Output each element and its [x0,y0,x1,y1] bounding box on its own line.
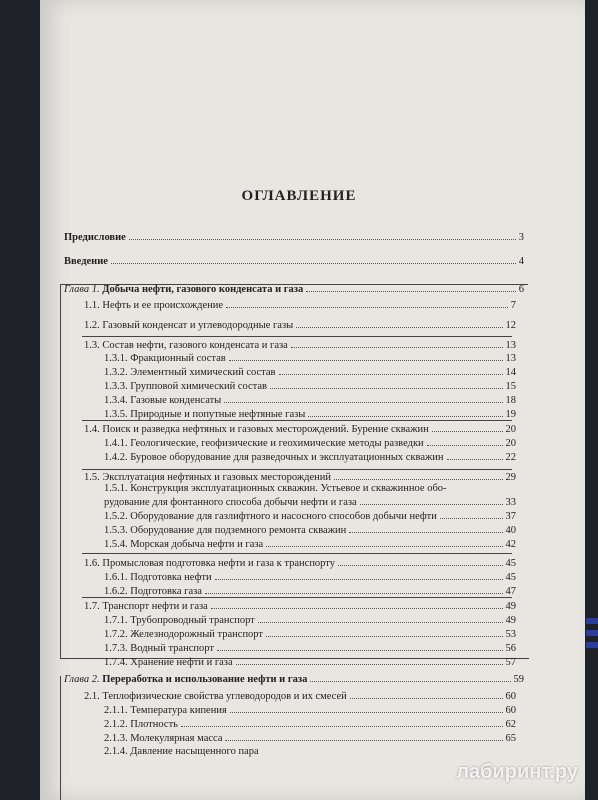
section-rule [82,336,512,337]
toc-entry: 1.3.3. Групповой химический состав 15 [104,381,516,392]
toc-entry: 1.7.4. Хранение нефти и газа 57 [104,657,516,668]
toc-entry: 1.2. Газовый конденсат и углеводородные газы 12 [84,320,516,331]
page-title: ОГЛАВЛЕНИЕ [241,188,357,204]
toc-entry: 1.5. Эксплуатация нефтяных и газовых месторождений 29 [84,472,516,483]
toc-entry: 2.1. Теплофизические свойства углеводородов и их смесей 60 [84,691,516,702]
toc-entry: 1.6.2. Подготовка газа 47 [104,586,516,597]
toc-entry: 2.1.2. Плотность 62 [104,719,516,730]
toc-entry: 1.6.1. Подготовка нефти 45 [104,572,516,583]
toc-entry: рудование для фонтанного способа добычи нефти и газа 33 [104,497,516,508]
toc-chapter: Глава 2. Переработка и использование нефти и газа 59 [64,674,524,685]
spine-strip [586,618,598,624]
toc-entry: 1.4.1. Геологические, геофизические и геохимические методы разведки 20 [104,438,516,449]
toc-entry: 1.3.5. Природные и попутные нефтяные газы 19 [104,409,516,420]
toc-entry: 2.1.4. Давление насыщенного пара [104,746,259,757]
toc-entry: 1.7.3. Водный транспорт 56 [104,643,516,654]
toc-entry: 1.3.1. Фракционный состав 13 [104,353,516,364]
spine-strip [586,630,598,636]
toc-entry: 1.5.2. Оборудование для газлифтного и насосного способов добычи нефти 37 [104,511,516,522]
toc-entry: 2.1.1. Температура кипения 60 [104,705,516,716]
toc-entry: 1.7.1. Трубопроводный транспорт 49 [104,615,516,626]
toc-entry: 1.1. Нефть и ее происхождение 7 [84,300,516,311]
toc-entry: 1.7. Транспорт нефти и газа 49 [84,601,516,612]
toc-entry: 1.4.2. Буровое оборудование для разведочных и эксплуатационных скважин 22 [104,452,516,463]
toc-entry: Введение 4 [64,256,524,267]
toc-entry: 1.5.3. Оборудование для подземного ремонта скважин 40 [104,525,516,536]
spine-strip [586,642,598,648]
toc-entry: 1.4. Поиск и разведка нефтяных и газовых месторождений. Бурение скважин 20 [84,424,516,435]
toc-entry: 1.3.2. Элементный химический состав 14 [104,367,516,378]
toc-entry: 1.5.4. Морская добыча нефти и газа 42 [104,539,516,550]
toc-entry: 1.7.2. Железнодорожный транспорт 53 [104,629,516,640]
toc-entry: 2.1.3. Молекулярная масса 65 [104,733,516,744]
toc-entry: Предисловие 3 [64,232,524,243]
watermark-logo: лабиринт.ру [456,761,578,783]
toc-entry: 1.6. Промысловая подготовка нефти и газа к транспорту 45 [84,558,516,569]
section-rule [82,553,512,554]
toc-chapter: Глава 1. Добыча нефти, газового конденсата и газа 6 [64,284,524,295]
toc-entry-multiline: 1.5.1. Конструкция эксплуатационных скважин. Устьевое и скважинное обо- [104,483,447,494]
toc-entry: 1.3. Состав нефти, газового конденсата и газа 13 [84,340,516,351]
toc-entry: 1.3.4. Газовые конденсаты 18 [104,395,516,406]
